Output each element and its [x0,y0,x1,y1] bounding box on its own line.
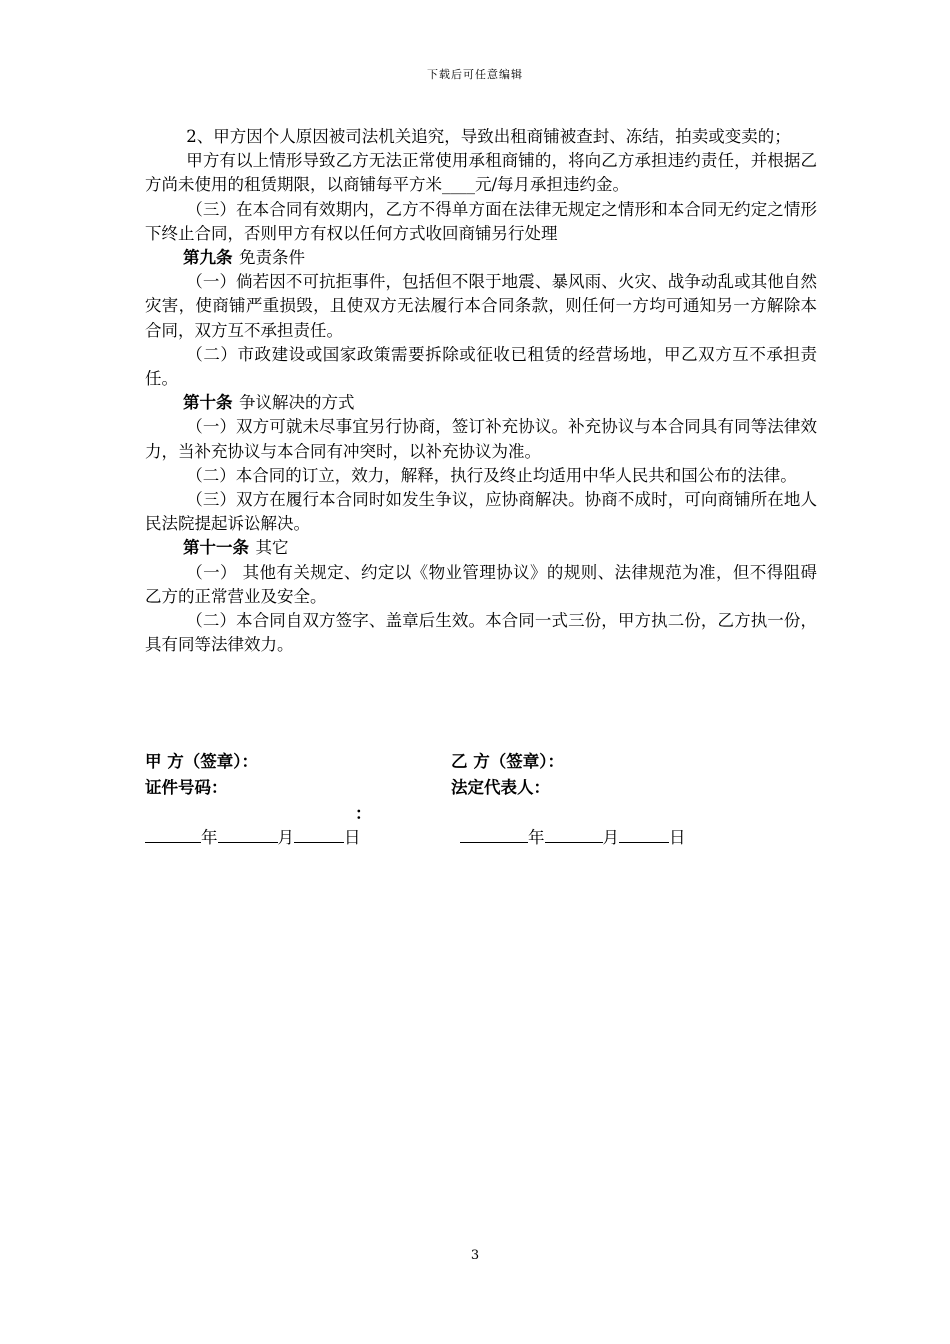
paragraph: （二）市政建设或国家政策需要拆除或征收已租赁的经营场地，甲乙双方互不承担责任。 [145,344,817,389]
article-heading [145,536,817,560]
header-note: 下载后可任意编辑 [427,68,523,81]
party-b-date [460,824,686,848]
article-title: 其它 [255,538,289,558]
paragraph: （三）双方在履行本合同时如发生争议，应协商解决。协商不成时，可向商铺所在地人民法院提起诉讼解决。 [145,490,817,534]
article-title: 免责条件 [239,248,306,268]
year-label: 年 [528,828,545,847]
paragraph: （三）在本合同有效期内，乙方不得单方面在法律无规定之情形和本合同无约定之情形下终止合同，否则甲方有权以任何方式收回商铺另行处理 [145,199,817,243]
party-a-date [145,824,361,848]
article-number: 第十条 [182,393,233,413]
paragraph: （二）本合同的订立，效力，解释，执行及终止均适用中华人民共和国公布的法律。 [186,465,797,485]
party-a-signature-label: 甲 方（签章）： [145,752,258,771]
page-number: 3 [470,1248,480,1263]
year-blank [145,826,201,843]
day-label: 日 [344,828,361,847]
legal-representative-label: 法定代表人： [451,778,550,797]
article-title: 争议解决的方式 [239,393,355,413]
article-number: 第九条 [182,248,233,268]
day-blank [294,826,344,843]
id-number-label: 证件号码： [145,778,228,797]
article-heading [145,391,817,415]
paragraph: （二）本合同自双方签字、盖章后生效。本合同一式三份，甲方执二份，乙方执一份，具有同等法律效力。 [145,611,817,655]
document-body [145,125,817,657]
paragraph: 2、甲方因个人原因被司法机关追究，导致出租商铺被查封、冻结，拍卖或变卖的； [186,127,791,146]
year-label: 年 [201,828,218,847]
paragraph: （一）双方可就未尽事宜另行协商，签订补充协议。补充协议与本合同具有同等法律效力，当补充协议与本合同有冲突时，以补充协议为准。 [145,417,817,461]
article-heading [145,246,817,270]
day-label: 日 [669,828,686,847]
month-blank [545,826,603,843]
day-blank [619,826,669,843]
article-number: 第十一条 [182,538,249,558]
party-b-signature-label: 乙 方（签章）： [451,752,564,771]
month-label: 月 [277,828,294,847]
paragraph: （一） 其他有关规定、约定以《物业管理协议》的规则、法律规范为准，但不得阻碍乙方的正常营业及安全。 [145,562,817,606]
month-blank [218,826,278,843]
month-label: 月 [602,828,619,847]
year-blank [460,826,528,843]
paragraph: （一）倘若因不可抗拒事件，包括但不限于地震、暴风雨、火灾、战争动乱或其他自然灾害，使商铺严重损毁，且使双方无法履行本合同条款，则任何一方均可通知另一方解除本合同，双方互不承担责任。 [145,272,817,340]
paragraph: 甲方有以上情形导致乙方无法正常使用承租商铺的，将向乙方承担违约责任，并根据乙方尚未使用的租赁期限，以商铺每平方米____元/每月承担违约金。 [145,151,817,195]
stray-colon: ： [355,804,372,823]
signature-block [145,748,817,850]
